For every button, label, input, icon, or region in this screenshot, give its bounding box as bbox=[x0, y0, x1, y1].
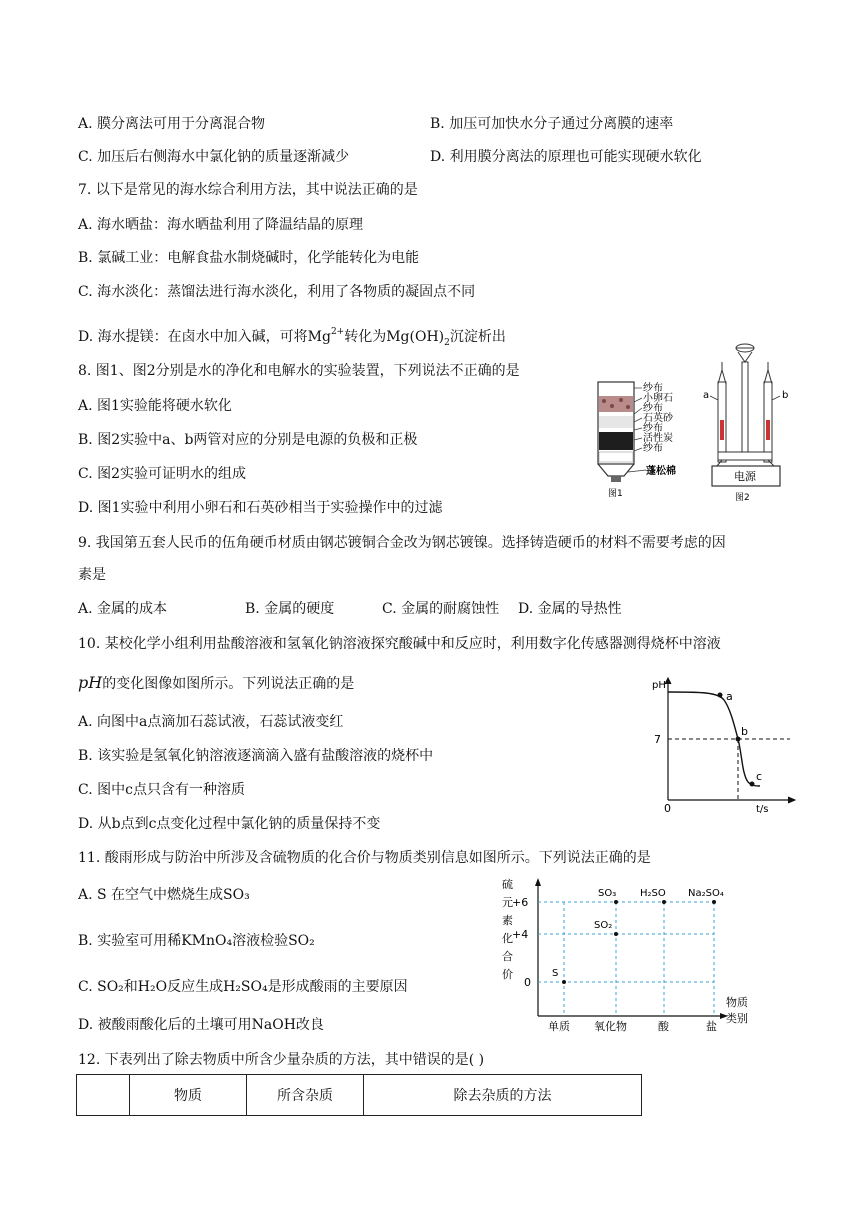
table-header-row bbox=[77, 1075, 642, 1116]
q11-stem: 11. 酸雨形成与防治中所涉及含硫物质的化合价与物质类别信息如图所示。下列说法正确的是 bbox=[78, 850, 651, 866]
q7-option-d-mid: 转化为 bbox=[344, 329, 387, 345]
xtick-element: 单质 bbox=[548, 1020, 570, 1032]
label-so2: SO₂ bbox=[594, 920, 613, 931]
center-reservoir-tube bbox=[742, 362, 748, 452]
point-c-label: c bbox=[756, 770, 763, 783]
q8-stem: 8. 图1、图2分别是水的净化和电解水的实验装置，下列说法不正确的是 bbox=[78, 363, 520, 379]
fig1-layer-label: 纱布 bbox=[643, 383, 663, 394]
fig1-layer-label: 石英砂 bbox=[643, 413, 673, 424]
q9-option-c: C. 金属的耐腐蚀性 bbox=[382, 601, 500, 617]
valence-axis-label-1: 硫 bbox=[502, 878, 513, 891]
q9-stem-line2: 素是 bbox=[78, 567, 106, 583]
impurity-table bbox=[76, 1074, 642, 1116]
q6-option-a: A. 膜分离法可用于分离混合物 bbox=[78, 116, 266, 132]
fig1-layer-label: 纱布 bbox=[643, 423, 663, 434]
q10-stem-line2 bbox=[78, 673, 354, 694]
valence-axis-label-3: 素 bbox=[502, 914, 513, 927]
water-purifier-figure bbox=[588, 378, 698, 500]
q6-option-b: B. 加压可加快水分子通过分离膜的速率 bbox=[430, 116, 674, 132]
mgoh-formula: Mg(OH) bbox=[386, 329, 445, 345]
ph-seven-label: 7 bbox=[654, 733, 661, 746]
q11-option-b: B. 实验室可用稀KMnO₄溶液检验SO₂ bbox=[78, 933, 315, 949]
q6-option-d: D. 利用膜分离法的原理也可能实现硬水软化 bbox=[430, 149, 702, 165]
category-axis-label-1: 物质 bbox=[726, 996, 748, 1009]
mgoh-subscript: 2 bbox=[444, 338, 450, 348]
q11-option-d: D. 被酸雨酸化后的土壤可用NaOH改良 bbox=[78, 1017, 324, 1033]
q12-stem: 12. 下表列出了除去物质中所含少量杂质的方法，其中错误的是( ) bbox=[78, 1052, 485, 1068]
xtick-salt: 盐 bbox=[706, 1020, 717, 1032]
q9-option-a: A. 金属的成本 bbox=[78, 601, 168, 617]
point-so2 bbox=[614, 932, 618, 936]
mg-charge: 2+ bbox=[330, 327, 345, 337]
label-na2so4: Na₂SO₄ bbox=[688, 888, 724, 899]
tube-a-label: a bbox=[703, 390, 710, 401]
xtick-acid: 酸 bbox=[658, 1020, 669, 1032]
point-c bbox=[750, 782, 755, 787]
ytick-plus6: +6 bbox=[512, 896, 529, 909]
q7-stem: 7. 以下是常见的海水综合利用方法，其中说法正确的是 bbox=[78, 182, 418, 198]
q10-option-b: B. 该实验是氢氧化钠溶液逐滴滴入盛有盐酸溶液的烧杯中 bbox=[78, 748, 434, 764]
q8-option-d: D. 图1实验中利用小卵石和石英砂相当于实验操作中的过滤 bbox=[78, 500, 443, 516]
table-header-cell: 除去杂质的方法 bbox=[364, 1075, 642, 1116]
ytick-zero: 0 bbox=[524, 976, 531, 989]
point-s bbox=[562, 980, 566, 984]
valence-axis-label-2: 元 bbox=[502, 896, 513, 909]
ph-symbol: pH bbox=[78, 673, 103, 692]
point-a-label: a bbox=[726, 690, 733, 703]
q7-option-b: B. 氯碱工业：电解食盐水制烧碱时，化学能转化为电能 bbox=[78, 250, 420, 266]
pebble-layer bbox=[599, 396, 633, 412]
q7-option-c: C. 海水淡化：蒸馏法进行海水淡化，利用了各物质的凝固点不同 bbox=[78, 284, 476, 300]
q7-option-d-post: 沉淀析出 bbox=[449, 329, 506, 345]
q11-option-c: C. SO₂和H₂O反应生成H₂SO₄是形成酸雨的主要原因 bbox=[78, 979, 408, 995]
category-axis-label-2: 类别 bbox=[726, 1012, 748, 1025]
power-supply-label: 电源 bbox=[734, 470, 756, 483]
valence-axis-label-4: 化 bbox=[502, 932, 513, 945]
table-header-cell: 物质 bbox=[130, 1075, 247, 1116]
q7-option-d bbox=[78, 322, 506, 353]
label-h2so: H₂SO bbox=[640, 888, 666, 899]
point-a bbox=[718, 693, 723, 698]
q6-option-c: C. 加压后右侧海水中氯化钠的质量逐渐减少 bbox=[78, 149, 350, 165]
q8-option-c: C. 图2实验可证明水的组成 bbox=[78, 466, 247, 482]
label-so3: SO₃ bbox=[598, 888, 617, 899]
quartz-sand-layer bbox=[599, 416, 633, 428]
point-h2so bbox=[662, 900, 666, 904]
fig1-caption: 图1 bbox=[608, 489, 623, 499]
fig1-layer-label: 纱布 bbox=[643, 403, 663, 414]
valence-axis-label-5: 合 bbox=[502, 950, 513, 963]
fig1-layer-label: 活性炭 bbox=[643, 433, 673, 444]
tube-b-label: b bbox=[782, 390, 789, 401]
q9-option-b: B. 金属的硬度 bbox=[245, 601, 335, 617]
ph-axis-label: pH bbox=[652, 680, 666, 691]
fig2-caption: 图2 bbox=[735, 493, 750, 503]
mg-symbol: Mg bbox=[307, 329, 331, 345]
activated-carbon-layer bbox=[599, 432, 633, 450]
q9-option-d: D. 金属的导热性 bbox=[518, 601, 622, 617]
point-na2so4 bbox=[712, 900, 716, 904]
ytick-plus4: +4 bbox=[512, 928, 529, 941]
point-b bbox=[736, 737, 741, 742]
label-s: S bbox=[552, 968, 559, 979]
q10-option-a: A. 向图中a点滴加石蕊试液，石蕊试液变红 bbox=[78, 714, 344, 730]
q10-option-d: D. 从b点到c点变化过程中氯化钠的质量保持不变 bbox=[78, 816, 381, 832]
valence-axis-label-6: 价 bbox=[502, 968, 513, 981]
sulfur-valence-chart bbox=[490, 872, 762, 1032]
q10-stem-line2-text: 的变化图像如图所示。下列说法正确的是 bbox=[102, 676, 355, 692]
fig1-layer-label: 纱布 bbox=[643, 443, 663, 454]
table-header-cell: 所含杂质 bbox=[247, 1075, 364, 1116]
point-b-label: b bbox=[741, 725, 748, 738]
fig1-layer-label: 小卵石 bbox=[643, 393, 673, 404]
ph-curve-chart bbox=[650, 674, 800, 816]
q9-stem-line1: 9. 我国第五套人民币的伍角硬币材质由钢芯镀铜合金改为钢芯镀镍。选择铸造硬币的材料不需要考虑的因 bbox=[78, 535, 726, 551]
q10-stem-line1: 10. 某校化学小组利用盐酸溶液和氢氧化钠溶液探究酸碱中和反应时，利用数字化传感器测得烧杯中溶液 bbox=[78, 636, 721, 652]
table-header-cell bbox=[77, 1075, 130, 1116]
q11-option-a: A. S 在空气中燃烧生成SO₃ bbox=[78, 887, 250, 903]
cotton-layer bbox=[599, 452, 633, 462]
q7-option-d-pre: D. 海水提镁：在卤水中加入碱，可将 bbox=[78, 329, 308, 345]
time-axis-label: t/s bbox=[756, 804, 769, 815]
q7-option-a: A. 海水晒盐：海水晒盐利用了降温结晶的原理 bbox=[78, 217, 364, 233]
fig1-cotton-label: 蓬松棉 bbox=[646, 466, 676, 477]
q8-option-a: A. 图1实验能将硬水软化 bbox=[78, 398, 232, 414]
q8-option-b: B. 图2实验中a、b两管对应的分别是电源的负极和正极 bbox=[78, 432, 418, 448]
xtick-oxide: 氧化物 bbox=[594, 1020, 627, 1032]
point-so3 bbox=[614, 900, 618, 904]
electrolysis-figure bbox=[700, 340, 792, 506]
q10-option-c: C. 图中c点只含有一种溶质 bbox=[78, 782, 245, 798]
ph-origin-label: 0 bbox=[664, 802, 671, 815]
